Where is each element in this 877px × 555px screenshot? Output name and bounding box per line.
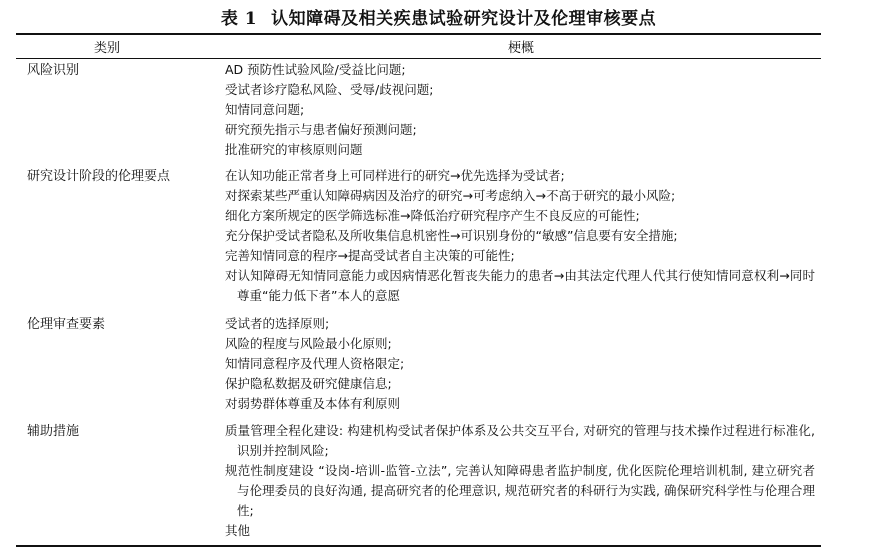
table-title: 认知障碍及相关疾患试验研究设计及伦理审核要点 (271, 9, 657, 29)
summary-line: 知情同意程序及代理人资格限定; (225, 356, 405, 371)
summary-line: 规范性制度建设 “设岗-培训-监管-立法”, 完善认知障碍患者监护制度, 优化医院伦理培训机制, 建立研究者与伦理委员的良好沟通, 提高研究者的伦理意识, 规范研究者的科研行为实践, 确保研究科学性与伦理合理性; (225, 463, 815, 518)
summary-line: 对探索某些严重认知障碍病因及治疗的研究→可考虑纳入→不高于研究的最小风险; (225, 188, 676, 203)
summary-line: 细化方案所规定的医学筛选标准→降低治疗研究程序产生不良反应的可能性; (225, 208, 640, 223)
header-rule (16, 58, 821, 59)
summary-line: 质量管理全程化建设: 构建机构受试者保护体系及公共交互平台, 对研究的管理与技术操作过程进行标准化, 识别并控制风险; (225, 423, 815, 458)
summary-line: 保护隐私数据及研究健康信息; (225, 376, 392, 391)
summary-line: 对弱势群体尊重及本体有利原则 (225, 396, 401, 411)
table-caption (0, 4, 877, 29)
row-summary (225, 314, 815, 414)
column-header-category: 类别 (94, 41, 121, 56)
summary-line: 风险的程度与风险最小化原则; (225, 336, 392, 351)
summary-line: 受试者诊疗隐私风险、受辱/歧视问题; (225, 82, 434, 97)
row-category: 研究设计阶段的伦理要点 (27, 169, 171, 184)
top-rule (16, 33, 821, 35)
summary-line: 完善知情同意的程序→提高受试者自主决策的可能性; (225, 248, 515, 263)
summary-line: 知情同意问题; (225, 102, 305, 117)
summary-line: 充分保护受试者隐私及所收集信息机密性→可识别身份的“敏感”信息要有安全措施; (225, 228, 678, 243)
table-number: 表 1 (220, 9, 258, 29)
row-category: 风险识别 (27, 63, 80, 78)
bottom-rule (16, 545, 821, 547)
row-summary (225, 421, 815, 541)
column-header-summary: 梗概 (508, 41, 535, 56)
row-category: 伦理审查要素 (27, 317, 106, 332)
summary-line: AD 预防性试验风险/受益比问题; (225, 62, 406, 77)
summary-line: 受试者的选择原则; (225, 316, 330, 331)
row-category: 辅助措施 (27, 424, 80, 439)
summary-line: 批准研究的审核原则问题 (225, 142, 363, 157)
summary-line: 在认知功能正常者身上可同样进行的研究→优先选择为受试者; (225, 168, 565, 183)
summary-line: 研究预先指示与患者偏好预测问题; (225, 122, 417, 137)
row-summary (225, 166, 815, 306)
summary-line: 其他 (225, 523, 251, 538)
summary-line: 对认知障碍无知情同意能力或因病情恶化暂丧失能力的患者→由其法定代理人代其行使知情同意权利→同时尊重“能力低下者”本人的意愿 (225, 268, 815, 303)
row-summary (225, 60, 815, 160)
